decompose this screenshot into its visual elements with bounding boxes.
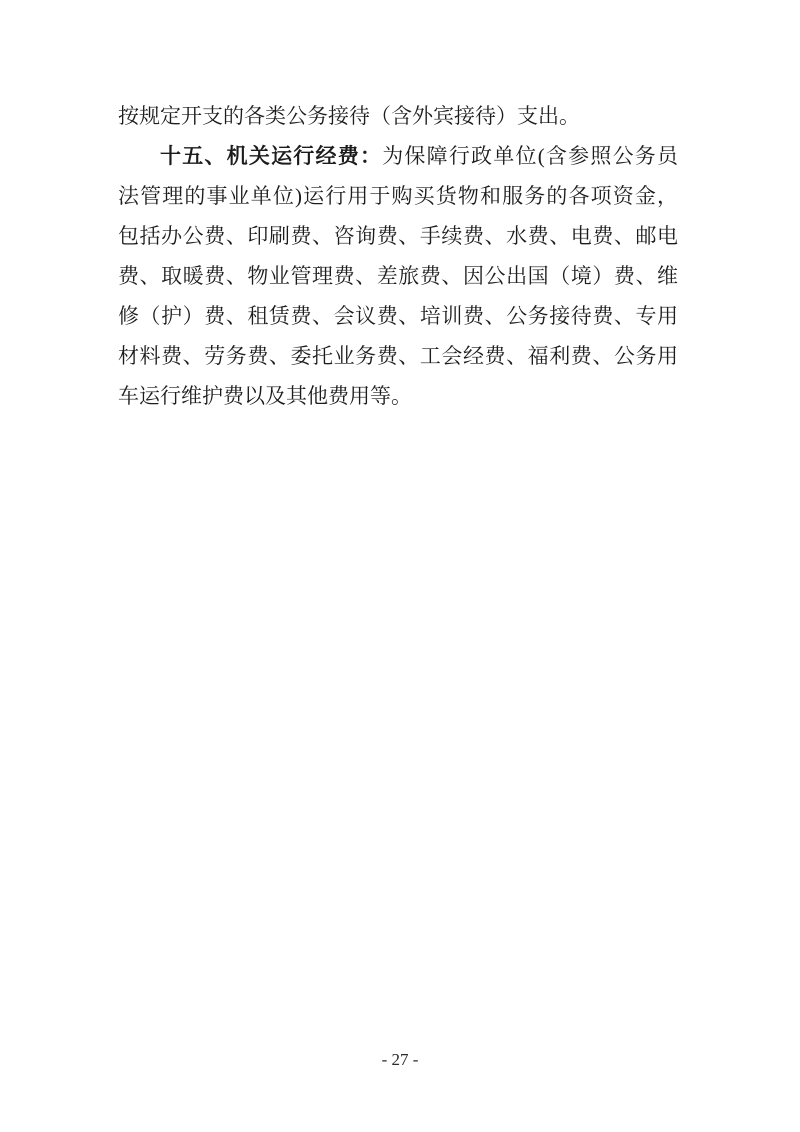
section-15-line-2: 法管理的事业单位)运行用于购买货物和服务的各项资金， bbox=[118, 184, 678, 208]
section-15-line-4: 费、取暖费、物业管理费、差旅费、因公出国（境）费、维 bbox=[118, 264, 678, 288]
section-15-line-7: 车运行维护费以及其他费用等。 bbox=[118, 384, 412, 408]
section-15-line-3: 包括办公费、印刷费、咨询费、手续费、水费、电费、邮电 bbox=[118, 224, 678, 248]
section-15-line-6: 材料费、劳务费、委托业务费、工会经费、福利费、公务用 bbox=[118, 344, 678, 368]
section-15-line-1 bbox=[118, 136, 678, 176]
section-15-line-1-text: 为保障行政单位(含参照公务员 bbox=[382, 144, 679, 168]
previous-paragraph-end-line: 按规定开支的各类公务接待（含外宾接待）支出。 bbox=[118, 104, 580, 128]
section-15-heading: 十五、机关运行经费： bbox=[160, 145, 383, 168]
document-body bbox=[118, 96, 678, 416]
page-number: - 27 - bbox=[381, 1050, 419, 1069]
section-15-line-5: 修（护）费、租赁费、会议费、培训费、公务接待费、专用 bbox=[118, 304, 678, 328]
